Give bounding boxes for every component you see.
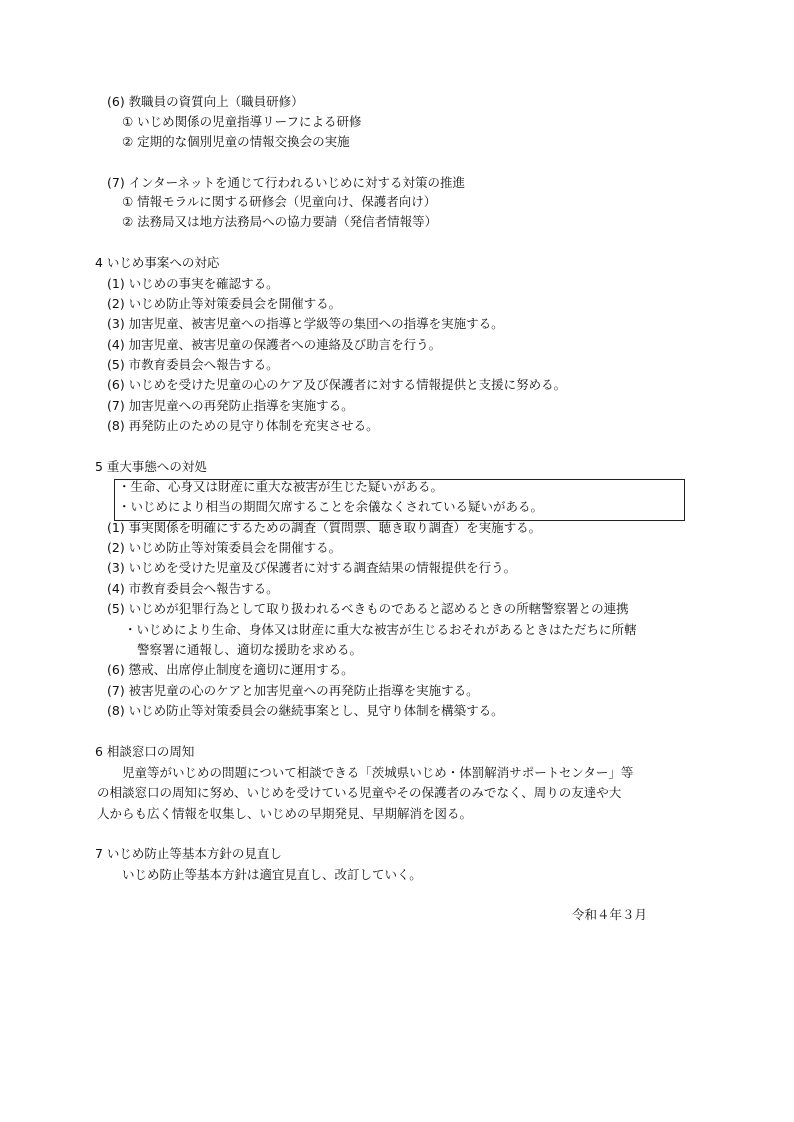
- subheading-7: (7) インターネットを通じて行われるいじめに対する対策の推進: [107, 175, 466, 190]
- section-heading-7: 7 いじめ防止等基本方針の見直し: [95, 846, 282, 861]
- list-item: (3) 加害児童、被害児童への指導と学級等の集団への指導を実施する。: [107, 316, 504, 331]
- list-item: ② 法務局又は地方法務局への協力要請（発信者情報等）: [122, 214, 438, 229]
- list-item: (8) いじめ防止等対策委員会の継続事案とし、見守り体制を構築する。: [107, 703, 504, 718]
- list-item: (3) いじめを受けた児童及び保護者に対する調査結果の情報提供を行う。: [107, 560, 517, 575]
- paragraph-line: の相談窓口の周知に努め、いじめを受けている児童やその保護者のみでなく、周りの友達や大: [97, 785, 622, 800]
- list-item: (4) 加害児童、被害児童の保護者への連絡及び助言を行う。: [107, 337, 442, 352]
- list-item: (1) いじめの事実を確認する。: [107, 276, 279, 291]
- list-item: (2) いじめ防止等対策委員会を開催する。: [107, 296, 342, 311]
- list-item: ① 情報モラルに関する研修会（児童向け、保護者向け）: [122, 194, 437, 209]
- list-item: ② 定期的な個別児童の情報交換会の実施: [122, 134, 350, 149]
- criteria-item: ・生命、心身又は財産に重大な被害が生じた疑いがある。: [118, 479, 444, 494]
- note-line: ・いじめにより生命、身体又は財産に重大な被害が生じるおそれがあるときはただちに所轄: [124, 622, 637, 637]
- section-heading-6: 6 相談窓口の周知: [95, 744, 195, 759]
- paragraph-line: 児童等がいじめの問題について相談できる「茨城県いじめ・体罰解消サポートセンター」等: [122, 765, 634, 780]
- subheading-6: (6) 教職員の資質向上（職員研修）: [107, 94, 304, 109]
- section-heading-4: 4 いじめ事案への対応: [95, 255, 220, 270]
- list-item: (8) 再発防止のための見守り体制を充実させる。: [107, 418, 379, 433]
- paragraph-line: いじめ防止等基本方針は適宜見直し、改訂していく。: [122, 867, 422, 882]
- note-line: 警察署に通報し、適切な援助を求める。: [137, 642, 363, 657]
- criteria-item: ・いじめにより相当の期間欠席することを余儀なくされている疑いがある。: [118, 499, 544, 514]
- list-item: (5) 市教育委員会へ報告する。: [107, 357, 279, 372]
- list-item: (1) 事実関係を明確にするための調査（質問票、聴き取り調査）を実施する。: [107, 520, 542, 535]
- list-item: (2) いじめ防止等対策委員会を開催する。: [107, 540, 342, 555]
- document-date: 令和４年３月: [572, 907, 648, 922]
- section-heading-5: 5 重大事態への対処: [95, 459, 207, 474]
- list-item: (6) いじめを受けた児童の心のケア及び保護者に対する情報提供と支援に努める。: [107, 377, 567, 392]
- list-item: (4) 市教育委員会へ報告する。: [107, 581, 279, 596]
- list-item: (7) 加害児童への再発防止指導を実施する。: [107, 398, 354, 413]
- list-item: (6) 懲戒、出席停止制度を適切に運用する。: [107, 662, 354, 677]
- list-item: (5) いじめが犯罪行為として取り扱われるべきものであると認めるときの所轄警察署との連携: [107, 601, 629, 616]
- paragraph-line: 人からも広く情報を収集し、いじめの早期発見、早期解消を図る。: [97, 806, 473, 821]
- list-item: (7) 被害児童の心のケアと加害児童への再発防止指導を実施する。: [107, 683, 479, 698]
- list-item: ① いじめ関係の児童指導リーフによる研修: [122, 114, 362, 129]
